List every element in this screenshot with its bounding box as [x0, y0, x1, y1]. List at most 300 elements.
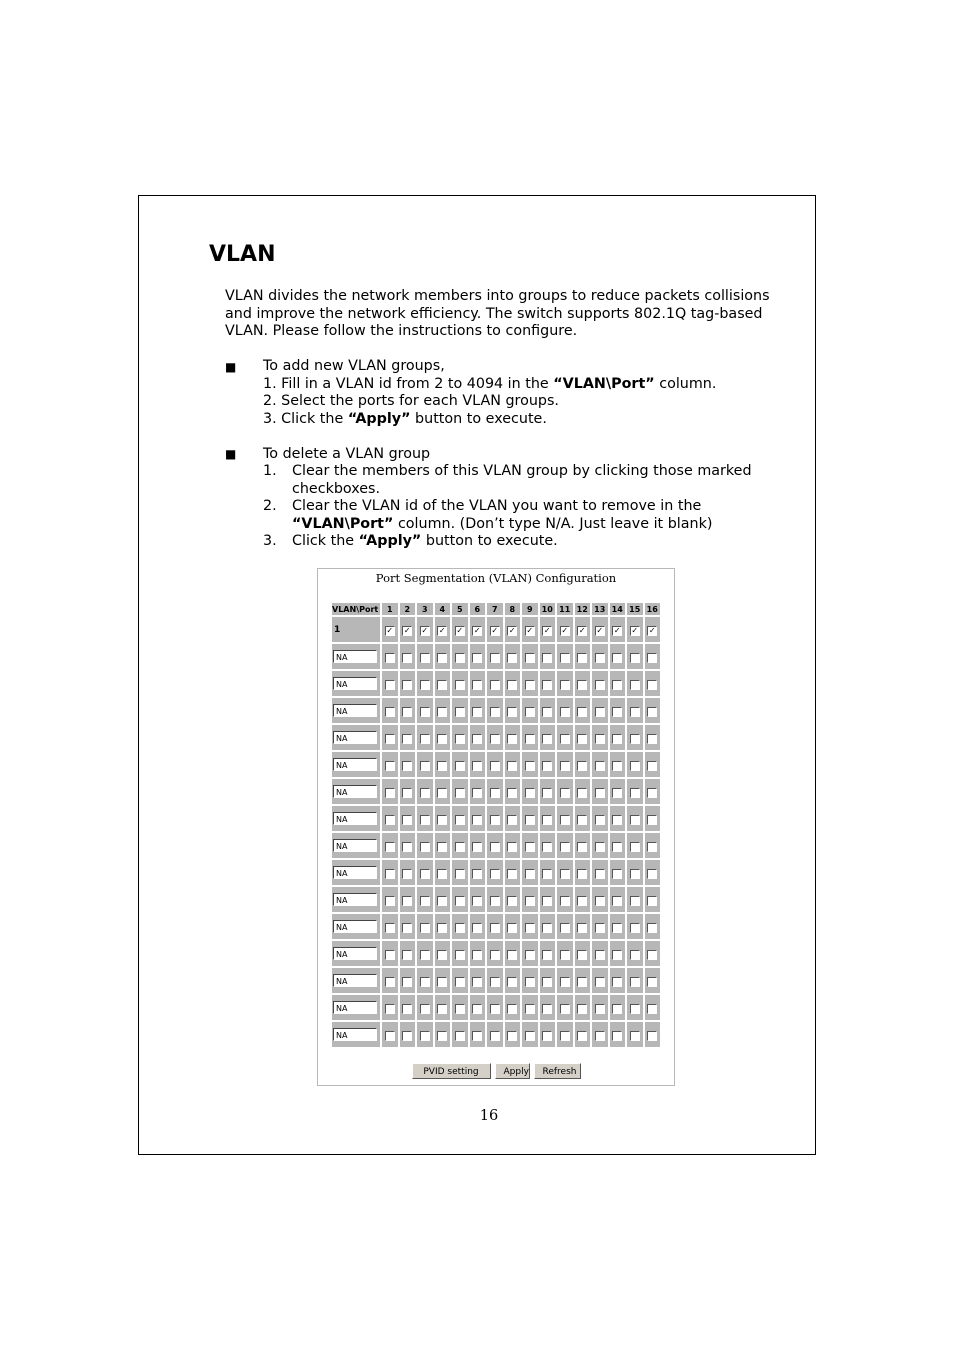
port-checkbox[interactable]: ✓	[421, 625, 429, 635]
port-checkbox[interactable]	[420, 734, 430, 744]
port-checkbox[interactable]	[612, 977, 622, 987]
vlan-id-input[interactable]: NA	[333, 650, 377, 663]
port-checkbox[interactable]	[472, 869, 482, 879]
port-checkbox[interactable]	[472, 842, 482, 852]
port-checkbox[interactable]	[490, 977, 500, 987]
port-checkbox[interactable]	[455, 734, 465, 744]
port-checkbox[interactable]	[402, 842, 412, 852]
port-checkbox[interactable]	[507, 977, 517, 987]
port-checkbox[interactable]	[420, 977, 430, 987]
port-checkbox[interactable]	[542, 734, 552, 744]
port-checkbox[interactable]	[385, 653, 395, 663]
port-checkbox[interactable]	[647, 950, 657, 960]
port-checkbox[interactable]	[472, 1004, 482, 1014]
port-checkbox[interactable]	[525, 653, 535, 663]
port-checkbox[interactable]	[647, 680, 657, 690]
port-checkbox[interactable]	[542, 1004, 552, 1014]
port-checkbox[interactable]	[490, 896, 500, 906]
port-checkbox[interactable]	[437, 950, 447, 960]
port-checkbox[interactable]	[595, 950, 605, 960]
port-checkbox[interactable]: ✓	[596, 625, 604, 635]
port-checkbox[interactable]	[560, 950, 570, 960]
port-checkbox[interactable]	[437, 869, 447, 879]
port-checkbox[interactable]	[542, 788, 552, 798]
port-checkbox[interactable]	[647, 1031, 657, 1041]
port-checkbox[interactable]	[560, 788, 570, 798]
port-checkbox[interactable]	[577, 680, 587, 690]
port-checkbox[interactable]	[612, 896, 622, 906]
port-checkbox[interactable]	[385, 761, 395, 771]
vlan-id-input[interactable]: NA	[333, 704, 377, 717]
port-checkbox[interactable]	[402, 1004, 412, 1014]
port-checkbox[interactable]	[490, 815, 500, 825]
port-checkbox[interactable]	[472, 707, 482, 717]
port-checkbox[interactable]	[490, 653, 500, 663]
port-checkbox[interactable]	[647, 1004, 657, 1014]
port-checkbox[interactable]	[647, 896, 657, 906]
port-checkbox[interactable]	[630, 977, 640, 987]
port-checkbox[interactable]	[507, 788, 517, 798]
port-checkbox[interactable]	[630, 842, 640, 852]
port-checkbox[interactable]	[385, 896, 395, 906]
port-cell	[540, 1022, 556, 1047]
port-checkbox[interactable]	[385, 680, 395, 690]
port-checkbox[interactable]	[542, 977, 552, 987]
port-checkbox[interactable]	[455, 896, 465, 906]
port-checkbox[interactable]	[402, 761, 412, 771]
port-checkbox[interactable]: ✓	[456, 625, 464, 635]
port-checkbox[interactable]	[437, 923, 447, 933]
port-checkbox[interactable]	[437, 788, 447, 798]
port-checkbox[interactable]	[525, 761, 535, 771]
port-checkbox[interactable]	[507, 1004, 517, 1014]
port-checkbox[interactable]	[612, 950, 622, 960]
port-checkbox[interactable]	[612, 680, 622, 690]
refresh-button[interactable]: Refresh	[534, 1063, 581, 1079]
port-checkbox[interactable]	[402, 869, 412, 879]
port-checkbox[interactable]	[560, 896, 570, 906]
port-checkbox[interactable]	[577, 896, 587, 906]
port-checkbox[interactable]	[507, 923, 517, 933]
port-checkbox[interactable]	[612, 842, 622, 852]
port-checkbox[interactable]	[507, 653, 517, 663]
port-checkbox[interactable]	[437, 815, 447, 825]
port-cell	[400, 617, 416, 642]
port-checkbox[interactable]	[630, 761, 640, 771]
port-checkbox[interactable]	[437, 896, 447, 906]
port-checkbox[interactable]	[612, 923, 622, 933]
port-checkbox[interactable]	[490, 1004, 500, 1014]
vlan-id-input[interactable]: NA	[333, 677, 377, 690]
port-checkbox[interactable]	[402, 653, 412, 663]
port-checkbox[interactable]	[402, 923, 412, 933]
port-checkbox[interactable]	[647, 869, 657, 879]
vlan-id-input[interactable]: NA	[333, 920, 377, 933]
port-checkbox[interactable]	[647, 842, 657, 852]
port-checkbox[interactable]	[595, 869, 605, 879]
port-checkbox[interactable]	[455, 842, 465, 852]
port-checkbox[interactable]: ✓	[526, 625, 534, 635]
port-checkbox[interactable]	[507, 950, 517, 960]
port-checkbox[interactable]	[507, 761, 517, 771]
port-checkbox[interactable]	[612, 1031, 622, 1041]
port-checkbox[interactable]	[542, 707, 552, 717]
vlan-id-input[interactable]: NA	[333, 893, 377, 906]
port-checkbox[interactable]	[542, 950, 552, 960]
port-checkbox[interactable]	[630, 950, 640, 960]
port-checkbox[interactable]	[472, 950, 482, 960]
port-checkbox[interactable]	[630, 1031, 640, 1041]
port-checkbox[interactable]	[595, 815, 605, 825]
port-checkbox[interactable]	[420, 1004, 430, 1014]
port-checkbox[interactable]	[472, 896, 482, 906]
bullet-icon: ■	[225, 360, 237, 374]
port-checkbox[interactable]	[542, 815, 552, 825]
vlan-row	[332, 887, 660, 912]
port-checkbox[interactable]	[385, 707, 395, 717]
port-checkbox[interactable]	[490, 842, 500, 852]
port-checkbox[interactable]	[420, 788, 430, 798]
port-checkbox[interactable]: ✓	[438, 625, 446, 635]
port-checkbox[interactable]	[385, 1004, 395, 1014]
vlan-id-input[interactable]: NA	[333, 1001, 377, 1014]
port-checkbox[interactable]	[490, 869, 500, 879]
port-cell	[382, 671, 398, 696]
vlan-id-input[interactable]: NA	[333, 839, 377, 852]
port-checkbox[interactable]	[507, 734, 517, 744]
pvid-setting-button[interactable]: PVID setting	[412, 1063, 491, 1079]
port-cell	[452, 644, 468, 669]
port-checkbox[interactable]	[385, 950, 395, 960]
port-checkbox[interactable]	[542, 869, 552, 879]
port-checkbox[interactable]	[472, 815, 482, 825]
port-checkbox[interactable]	[525, 950, 535, 960]
port-checkbox[interactable]	[437, 653, 447, 663]
port-cell	[557, 752, 573, 777]
port-checkbox[interactable]	[577, 950, 587, 960]
port-checkbox[interactable]: ✓	[648, 625, 656, 635]
port-checkbox[interactable]	[525, 734, 535, 744]
port-checkbox[interactable]	[647, 761, 657, 771]
port-checkbox[interactable]	[472, 761, 482, 771]
port-checkbox[interactable]	[472, 653, 482, 663]
port-checkbox[interactable]	[560, 653, 570, 663]
vlan-id-input[interactable]: NA	[333, 758, 377, 771]
vlan-id-input[interactable]: NA	[333, 947, 377, 960]
vlan-id-input[interactable]: NA	[333, 785, 377, 798]
port-checkbox[interactable]	[402, 1031, 412, 1041]
port-checkbox[interactable]	[385, 842, 395, 852]
port-cell	[522, 752, 538, 777]
port-checkbox[interactable]	[402, 896, 412, 906]
port-checkbox[interactable]	[612, 707, 622, 717]
port-checkbox[interactable]	[420, 653, 430, 663]
port-checkbox[interactable]	[402, 680, 412, 690]
port-checkbox[interactable]	[525, 896, 535, 906]
port-checkbox[interactable]	[560, 869, 570, 879]
port-checkbox[interactable]: ✓	[508, 625, 516, 635]
port-checkbox[interactable]	[630, 707, 640, 717]
port-checkbox[interactable]	[420, 1031, 430, 1041]
port-checkbox[interactable]	[560, 707, 570, 717]
port-checkbox[interactable]	[577, 977, 587, 987]
port-checkbox[interactable]: ✓	[473, 625, 481, 635]
port-checkbox[interactable]	[525, 1031, 535, 1041]
vlan-row	[332, 914, 660, 939]
port-checkbox[interactable]	[455, 1031, 465, 1041]
port-checkbox[interactable]	[455, 923, 465, 933]
port-checkbox[interactable]	[402, 788, 412, 798]
port-checkbox[interactable]	[612, 1004, 622, 1014]
vlan-id-cell	[332, 887, 380, 912]
port-checkbox[interactable]	[437, 1004, 447, 1014]
port-checkbox[interactable]	[595, 707, 605, 717]
port-cell	[575, 752, 591, 777]
port-checkbox[interactable]	[542, 896, 552, 906]
port-checkbox[interactable]	[420, 950, 430, 960]
port-cell	[452, 941, 468, 966]
port-checkbox[interactable]	[402, 734, 412, 744]
vlan-id-input[interactable]: NA	[333, 731, 377, 744]
apply-button[interactable]: Apply	[495, 1063, 530, 1079]
port-checkbox[interactable]	[455, 680, 465, 690]
port-cell	[540, 752, 556, 777]
port-checkbox[interactable]	[542, 923, 552, 933]
port-checkbox[interactable]	[595, 1031, 605, 1041]
port-checkbox[interactable]	[420, 923, 430, 933]
port-checkbox[interactable]	[507, 842, 517, 852]
port-checkbox[interactable]	[577, 788, 587, 798]
port-checkbox[interactable]	[577, 734, 587, 744]
port-checkbox[interactable]	[612, 815, 622, 825]
port-checkbox[interactable]: ✓	[613, 625, 621, 635]
port-checkbox[interactable]	[420, 761, 430, 771]
port-checkbox[interactable]	[595, 842, 605, 852]
port-checkbox[interactable]	[437, 761, 447, 771]
port-cell	[522, 1022, 538, 1047]
port-checkbox[interactable]	[630, 815, 640, 825]
port-checkbox[interactable]	[595, 896, 605, 906]
port-checkbox[interactable]	[560, 977, 570, 987]
port-checkbox[interactable]	[402, 950, 412, 960]
port-checkbox[interactable]	[507, 896, 517, 906]
port-checkbox[interactable]	[577, 923, 587, 933]
port-checkbox[interactable]	[560, 761, 570, 771]
port-checkbox[interactable]	[595, 653, 605, 663]
port-checkbox[interactable]	[507, 815, 517, 825]
port-cell	[470, 941, 486, 966]
port-checkbox[interactable]: ✓	[386, 625, 394, 635]
delete-step-3-tail: button to execute.	[421, 533, 558, 549]
port-cell	[540, 617, 556, 642]
port-checkbox[interactable]	[455, 707, 465, 717]
port-checkbox[interactable]	[577, 653, 587, 663]
port-checkbox[interactable]	[577, 815, 587, 825]
port-checkbox[interactable]	[402, 707, 412, 717]
port-checkbox[interactable]	[595, 680, 605, 690]
port-checkbox[interactable]	[542, 653, 552, 663]
port-checkbox[interactable]	[542, 680, 552, 690]
port-checkbox[interactable]	[385, 788, 395, 798]
port-checkbox[interactable]	[385, 869, 395, 879]
port-checkbox[interactable]	[612, 869, 622, 879]
port-checkbox[interactable]	[595, 923, 605, 933]
port-checkbox[interactable]	[420, 815, 430, 825]
vlan-id-input[interactable]: NA	[333, 812, 377, 825]
port-checkbox[interactable]	[577, 842, 587, 852]
port-checkbox[interactable]	[437, 842, 447, 852]
port-checkbox[interactable]	[455, 788, 465, 798]
port-checkbox[interactable]	[507, 1031, 517, 1041]
port-checkbox[interactable]	[437, 707, 447, 717]
port-checkbox[interactable]	[647, 815, 657, 825]
port-checkbox[interactable]	[560, 1031, 570, 1041]
port-checkbox[interactable]	[437, 977, 447, 987]
port-checkbox[interactable]	[542, 842, 552, 852]
port-checkbox[interactable]	[630, 1004, 640, 1014]
port-checkbox[interactable]	[525, 869, 535, 879]
port-checkbox[interactable]	[525, 923, 535, 933]
port-checkbox[interactable]	[630, 680, 640, 690]
port-checkbox[interactable]	[420, 869, 430, 879]
port-checkbox[interactable]	[490, 788, 500, 798]
port-checkbox[interactable]	[560, 1004, 570, 1014]
port-checkbox[interactable]	[647, 734, 657, 744]
port-checkbox[interactable]	[630, 653, 640, 663]
port-checkbox[interactable]	[525, 842, 535, 852]
port-checkbox[interactable]	[507, 680, 517, 690]
port-checkbox[interactable]	[595, 1004, 605, 1014]
bullet-icon: ■	[225, 447, 237, 461]
port-checkbox[interactable]	[437, 680, 447, 690]
port-checkbox[interactable]	[490, 923, 500, 933]
port-checkbox[interactable]	[472, 977, 482, 987]
port-checkbox[interactable]	[612, 653, 622, 663]
port-checkbox[interactable]	[612, 734, 622, 744]
port-checkbox[interactable]	[455, 815, 465, 825]
port-checkbox[interactable]	[525, 788, 535, 798]
port-checkbox[interactable]	[577, 1004, 587, 1014]
port-checkbox[interactable]	[542, 1031, 552, 1041]
port-checkbox[interactable]	[630, 869, 640, 879]
port-checkbox[interactable]	[560, 842, 570, 852]
button-row	[318, 1063, 674, 1079]
port-checkbox[interactable]: ✓	[543, 625, 551, 635]
port-checkbox[interactable]: ✓	[403, 625, 411, 635]
port-checkbox[interactable]	[402, 977, 412, 987]
port-checkbox[interactable]: ✓	[578, 625, 586, 635]
port-checkbox[interactable]	[420, 842, 430, 852]
port-checkbox[interactable]	[455, 869, 465, 879]
port-checkbox[interactable]	[420, 707, 430, 717]
port-checkbox[interactable]	[437, 1031, 447, 1041]
port-checkbox[interactable]	[577, 1031, 587, 1041]
port-checkbox[interactable]: ✓	[491, 625, 499, 635]
port-cell	[435, 644, 451, 669]
port-checkbox[interactable]	[455, 950, 465, 960]
port-checkbox[interactable]	[437, 734, 447, 744]
port-cell	[592, 752, 608, 777]
port-cell	[645, 779, 661, 804]
port-checkbox[interactable]	[560, 923, 570, 933]
port-checkbox[interactable]	[455, 653, 465, 663]
port-checkbox[interactable]	[612, 761, 622, 771]
port-checkbox[interactable]: ✓	[631, 625, 639, 635]
port-checkbox[interactable]	[455, 977, 465, 987]
port-checkbox[interactable]	[577, 761, 587, 771]
port-checkbox[interactable]	[385, 977, 395, 987]
vlan-id-input[interactable]: NA	[333, 1028, 377, 1041]
port-cell	[382, 806, 398, 831]
port-checkbox[interactable]	[472, 923, 482, 933]
port-checkbox[interactable]: ✓	[561, 625, 569, 635]
port-checkbox[interactable]	[385, 815, 395, 825]
port-checkbox[interactable]	[560, 815, 570, 825]
port-checkbox[interactable]	[420, 896, 430, 906]
port-checkbox[interactable]	[595, 977, 605, 987]
port-checkbox[interactable]	[490, 950, 500, 960]
port-checkbox[interactable]	[647, 788, 657, 798]
port-checkbox[interactable]	[595, 734, 605, 744]
port-checkbox[interactable]	[472, 680, 482, 690]
port-checkbox[interactable]	[525, 977, 535, 987]
port-checkbox[interactable]	[647, 923, 657, 933]
port-checkbox[interactable]	[630, 734, 640, 744]
port-checkbox[interactable]	[490, 680, 500, 690]
port-checkbox[interactable]	[490, 707, 500, 717]
port-checkbox[interactable]	[560, 680, 570, 690]
port-cell	[382, 698, 398, 723]
port-checkbox[interactable]	[472, 1031, 482, 1041]
port-checkbox[interactable]	[647, 653, 657, 663]
port-checkbox[interactable]	[525, 707, 535, 717]
port-checkbox[interactable]	[630, 788, 640, 798]
port-cell	[592, 698, 608, 723]
port-checkbox[interactable]	[385, 734, 395, 744]
port-checkbox[interactable]	[647, 977, 657, 987]
port-checkbox[interactable]	[525, 680, 535, 690]
port-checkbox[interactable]	[507, 707, 517, 717]
port-checkbox[interactable]	[472, 788, 482, 798]
port-checkbox[interactable]	[647, 707, 657, 717]
port-checkbox[interactable]	[385, 1031, 395, 1041]
port-checkbox[interactable]	[402, 815, 412, 825]
port-checkbox[interactable]	[472, 734, 482, 744]
port-checkbox[interactable]	[490, 734, 500, 744]
port-checkbox[interactable]	[490, 1031, 500, 1041]
port-checkbox[interactable]	[595, 788, 605, 798]
port-checkbox[interactable]	[455, 1004, 465, 1014]
port-checkbox[interactable]	[455, 761, 465, 771]
port-checkbox[interactable]	[612, 788, 622, 798]
port-checkbox[interactable]	[542, 761, 552, 771]
port-checkbox[interactable]	[490, 761, 500, 771]
vlan-id-input[interactable]: NA	[333, 866, 377, 879]
port-checkbox[interactable]	[630, 923, 640, 933]
port-checkbox[interactable]	[595, 761, 605, 771]
port-checkbox[interactable]	[560, 734, 570, 744]
port-checkbox[interactable]	[577, 707, 587, 717]
port-checkbox[interactable]	[525, 1004, 535, 1014]
port-checkbox[interactable]	[507, 869, 517, 879]
vlan-id-input[interactable]: NA	[333, 974, 377, 987]
port-checkbox[interactable]	[630, 896, 640, 906]
port-cell	[540, 644, 556, 669]
port-checkbox[interactable]	[420, 680, 430, 690]
port-checkbox[interactable]	[577, 869, 587, 879]
port-checkbox[interactable]	[525, 815, 535, 825]
port-checkbox[interactable]	[385, 923, 395, 933]
